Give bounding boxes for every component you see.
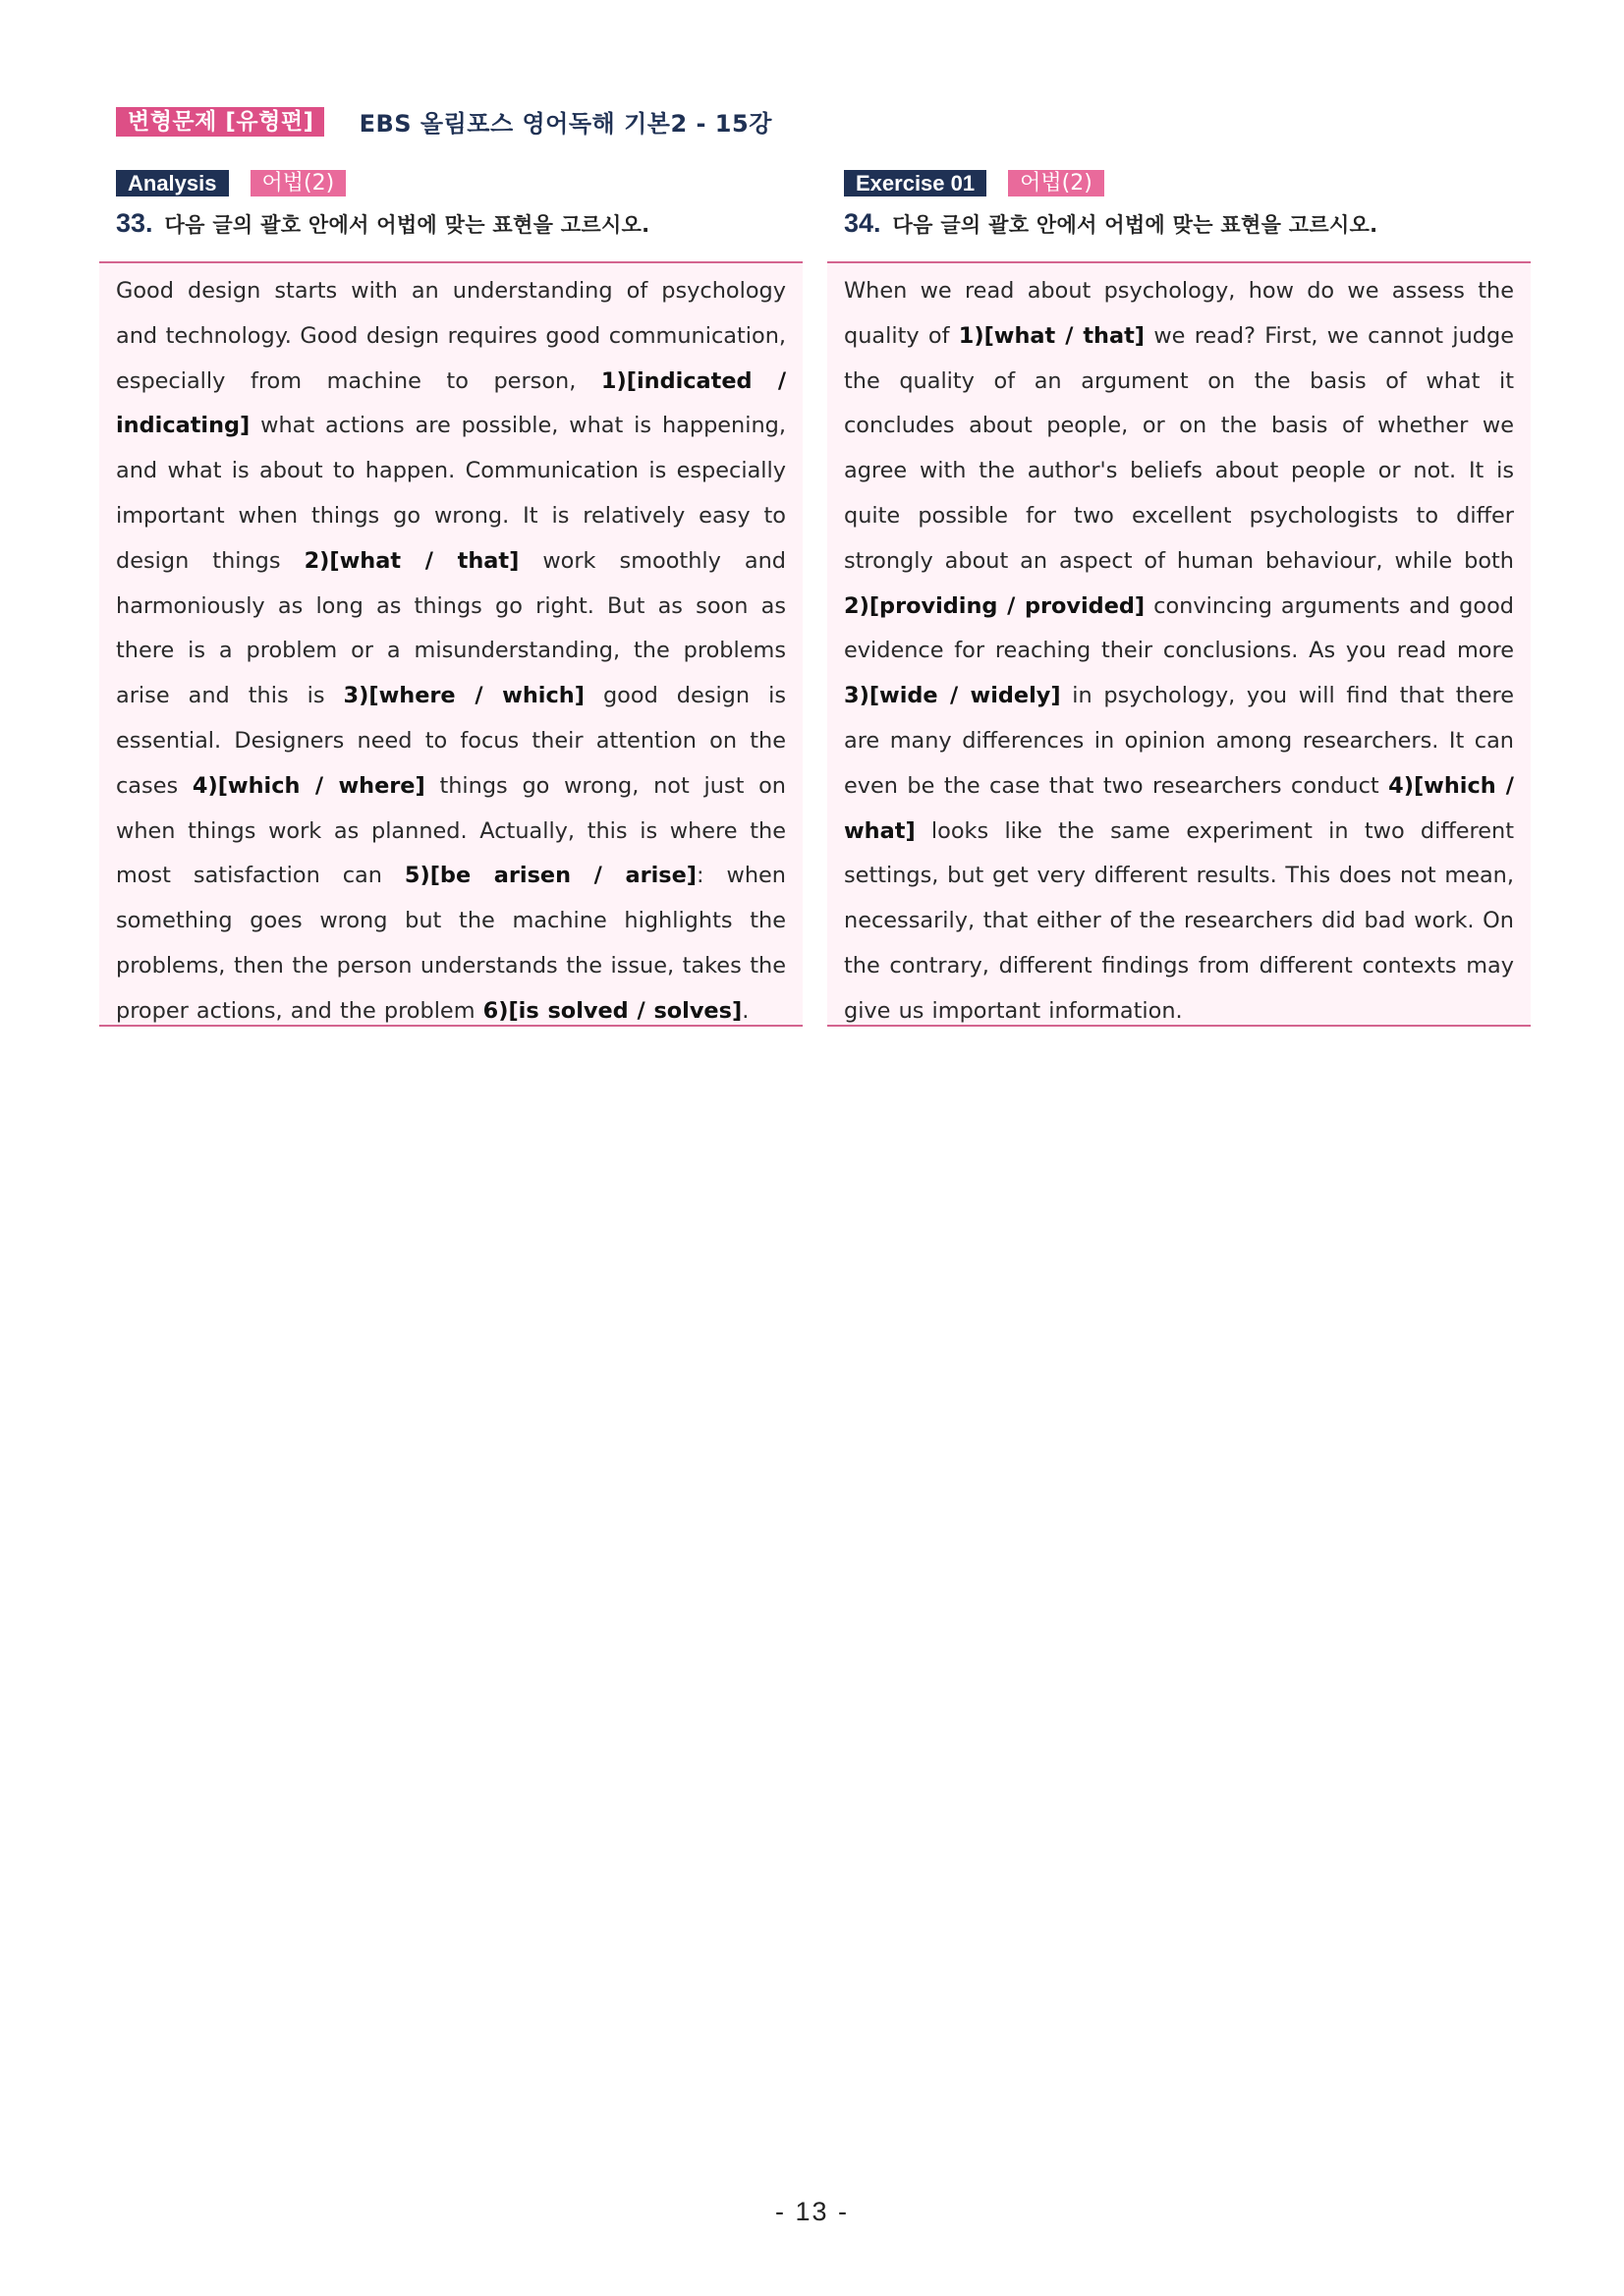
answer-choice: 3)[where / which]: [343, 683, 585, 709]
header-title: EBS 올림포스 영어독해 기본2 - 15강: [359, 110, 772, 138]
answer-choice: 4)[which / where]: [192, 772, 425, 799]
passage-text: Good design starts with an understanding of psychology and technology. Good design requires good communication, especially from machine to person, 1)[indicated / indicating] what actions are possible, what is happening, and what is about to happen. Communication is especially important when things go wrong. It is relatively easy to design things 2)[what / that] work smoothly and harmoniously as long as things go right. But as soon as there is a problem or a misunderstanding, the problems arise and this is 3)[where / which] good design is essential. Designers need to focus their attention on the cases 4)[which / where] things go wrong, not just on when things work as planned. Actually, this is where the most satisfaction can 5)[be arisen / arise]: when something goes wrong but the machine highlights the problems, then the person understands the issue, takes the proper actions, and the problem 6)[is solved / solves].: [116, 278, 786, 1024]
question-instruction: 다음 글의 괄호 안에서 어법에 맞는 표현을 고르시오.: [164, 213, 650, 237]
question-34: [844, 208, 1531, 242]
grammar-category-badge: 어법(2): [1008, 170, 1104, 196]
passage-box: [99, 261, 803, 1027]
analysis-badge: Analysis: [116, 170, 229, 196]
answer-choice: 5)[be arisen / arise]: [404, 863, 698, 889]
passage-box: [827, 261, 1531, 1027]
exercise-badge: Exercise 01: [844, 170, 986, 196]
question-number: 34.: [844, 208, 881, 238]
answer-choice: 2)[what / that]: [304, 547, 520, 574]
section-tag: 변형문제 [유형편]: [116, 107, 324, 137]
grammar-category-badge: 어법(2): [251, 170, 347, 196]
answer-choice: 6)[is solved / solves]: [482, 997, 743, 1024]
page-header: [116, 104, 772, 139]
page-number: - 13 -: [774, 2197, 850, 2226]
answer-choice: 2)[providing / provided]: [844, 592, 1146, 619]
answer-choice: 4)[which / what]: [844, 772, 1514, 844]
answer-choice: 3)[wide / widely]: [844, 683, 1061, 709]
question-33: [116, 208, 803, 242]
right-badges: [844, 169, 1531, 196]
left-badges: [116, 169, 803, 196]
left-column: [99, 169, 803, 1027]
passage-text: When we read about psychology, how do we assess the quality of 1)[what / that] we read? First, we cannot judge the quality of an argument on the basis of what it concludes about people, or on the basis of whether we agree with the author's beliefs about people or not. It is quite possible for two excellent psychologists to differ strongly about an aspect of human behaviour, while both 2)[providing / provided] convincing arguments and good evidence for reaching their conclusions. As you read more 3)[wide / widely] in psychology, you will find that there are many differences in opinion among researchers. It can even be the case that two researchers conduct 4)[which / what] looks like the same experiment in two different settings, but get very different results. This does not mean, necessarily, that either of the researchers did bad work. On the contrary, different findings from different contexts may give us important information.: [844, 278, 1515, 1024]
answer-choice: 1)[indicated / indicating]: [116, 367, 786, 439]
question-number: 33.: [116, 208, 153, 238]
question-instruction: 다음 글의 괄호 안에서 어법에 맞는 표현을 고르시오.: [892, 213, 1378, 237]
right-column: [827, 169, 1531, 1027]
answer-choice: 1)[what / that]: [958, 322, 1146, 349]
